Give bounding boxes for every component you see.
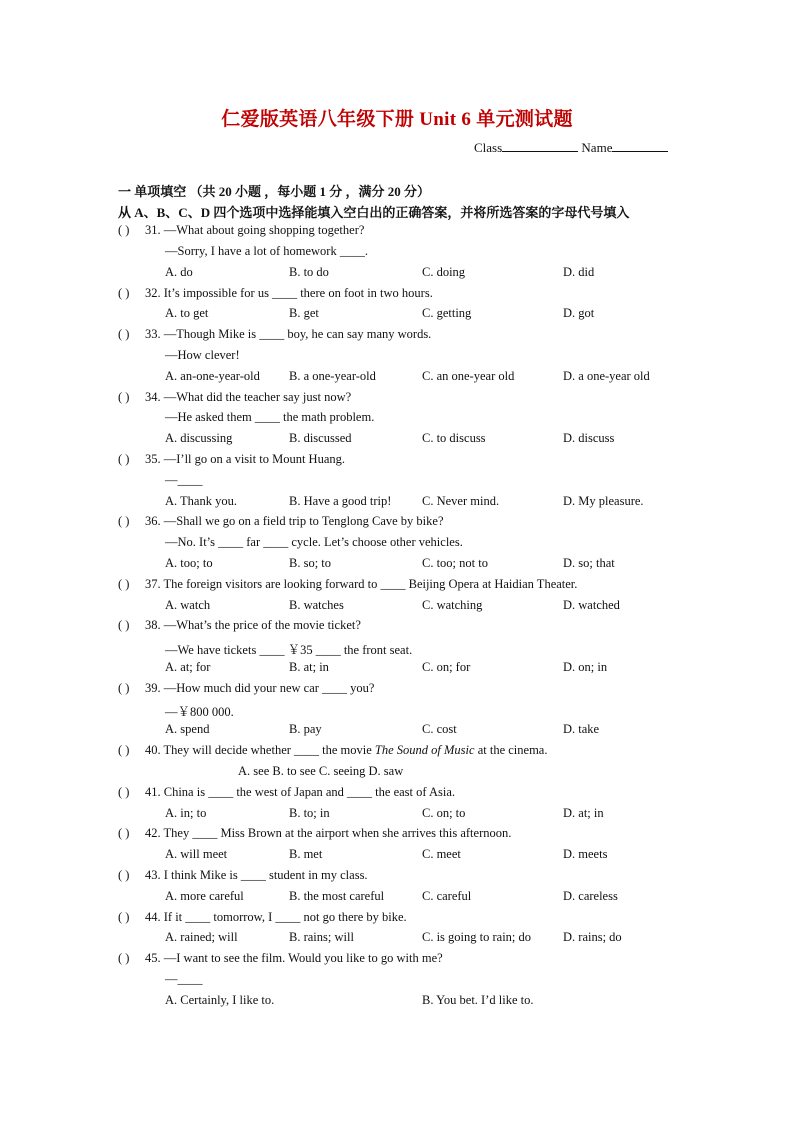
answer-paren[interactable]: ( ) [118, 618, 130, 632]
question-39 [0, 681, 794, 702]
question-stem: 36. —Shall we go on a field trip to Tenglong Cave by bike? [145, 514, 444, 528]
option-b: B. You bet. I’d like to. [422, 993, 534, 1007]
option-b: B. so; to [289, 556, 332, 570]
page-title: 仁爱版英语八年级下册 Unit 6 单元测试题 [221, 109, 573, 130]
option-c: C. cost [422, 722, 457, 736]
question-42-options [0, 847, 794, 868]
option-c: C. careful [422, 889, 472, 903]
question-40-options [0, 764, 794, 785]
option-b: B. rains; will [289, 930, 354, 944]
question-39-options [0, 722, 794, 743]
question-stem: 45. —I want to see the film. Would you like to go with me? [145, 951, 443, 965]
question-sub: —How clever! [165, 348, 240, 362]
option-d: D. discuss [563, 431, 615, 445]
question-sub: —No. It’s ____ far ____ cycle. Let’s choose other vehicles. [165, 535, 463, 549]
answer-paren[interactable]: ( ) [118, 868, 130, 882]
option-c: C. on; for [422, 660, 471, 674]
question-32 [0, 286, 794, 307]
question-stem: 42. They ____ Miss Brown at the airport when she arrives this afternoon. [145, 826, 512, 840]
question-sub: —He asked them ____ the math problem. [165, 410, 375, 424]
question-38 [0, 618, 794, 639]
question-37 [0, 577, 794, 598]
answer-paren[interactable]: ( ) [118, 743, 130, 757]
answer-paren[interactable]: ( ) [118, 514, 130, 528]
option-c: C. watching [422, 598, 483, 612]
answer-paren[interactable]: ( ) [118, 390, 130, 404]
answer-paren[interactable]: ( ) [118, 910, 130, 924]
question-sub: —____ [165, 972, 203, 986]
class-blank[interactable] [502, 141, 578, 152]
option-d: D. My pleasure. [563, 494, 644, 508]
question-41-options [0, 806, 794, 827]
option-c: C. to discuss [422, 431, 486, 445]
option-a: A. do [165, 265, 193, 279]
answer-paren[interactable]: ( ) [118, 452, 130, 466]
option-d: D. watched [563, 598, 620, 612]
question-44 [0, 910, 794, 931]
question-44-options [0, 930, 794, 951]
question-36-options [0, 556, 794, 577]
option-b: B. a one-year-old [289, 369, 376, 383]
question-35-sub [0, 473, 794, 494]
class-label: Class [474, 140, 503, 155]
question-34-options [0, 431, 794, 452]
option-b: B. at; in [289, 660, 329, 674]
question-41 [0, 785, 794, 806]
section-instruction: 从 A、B、C、D 四个选项中选择能填入空白出的正确答案，并将所选答案的字母代号填入 [118, 205, 630, 220]
option-b: B. Have a good trip! [289, 494, 392, 508]
option-b: B. to; in [289, 806, 330, 820]
option-b: B. pay [289, 722, 322, 736]
option-d: D. got [563, 306, 595, 320]
answer-paren[interactable]: ( ) [118, 286, 130, 300]
answer-paren[interactable]: ( ) [118, 223, 130, 237]
question-35 [0, 452, 794, 473]
option-a: A. at; for [165, 660, 211, 674]
option-a: A. watch [165, 598, 211, 612]
question-43-options [0, 889, 794, 910]
option-c: C. is going to rain; do [422, 930, 532, 944]
option-d: D. rains; do [563, 930, 622, 944]
question-stem: 35. —I’ll go on a visit to Mount Huang. [145, 452, 345, 466]
question-sub: —____ [165, 473, 203, 487]
option-b: B. discussed [289, 431, 352, 445]
option-a: A. Thank you. [165, 494, 237, 508]
question-31-sub [0, 244, 794, 265]
question-45-options [0, 993, 794, 1014]
question-35-options [0, 494, 794, 515]
option-b: B. the most careful [289, 889, 385, 903]
question-40 [0, 743, 794, 764]
answer-paren[interactable]: ( ) [118, 327, 130, 341]
question-stem: 43. I think Mike is ____ student in my class. [145, 868, 368, 882]
question-33-sub [0, 348, 794, 369]
option-d: D. meets [563, 847, 608, 861]
question-34 [0, 390, 794, 411]
question-stem: 31. —What about going shopping together? [145, 223, 365, 237]
answer-paren[interactable]: ( ) [118, 785, 130, 799]
question-36 [0, 514, 794, 535]
question-45 [0, 951, 794, 972]
option-a: A. Certainly, I like to. [165, 993, 275, 1007]
option-c: C. too; not to [422, 556, 488, 570]
question-sub: —Sorry, I have a lot of homework ____. [165, 244, 368, 258]
option-c: C. an one-year old [422, 369, 515, 383]
question-stem: 39. —How much did your new car ____ you? [145, 681, 375, 695]
option-d: D. take [563, 722, 600, 736]
option-a: A. discussing [165, 431, 233, 445]
answer-paren[interactable]: ( ) [118, 826, 130, 840]
option-c: C. Never mind. [422, 494, 500, 508]
class-name-line [474, 140, 668, 156]
option-c: C. doing [422, 265, 466, 279]
option-b: B. get [289, 306, 319, 320]
section-title: 一 单项填空 （共 20 小题 ，每小题 1 分 ，满分 20 分） [118, 184, 431, 199]
name-blank[interactable] [612, 141, 668, 152]
option-d: D. at; in [563, 806, 604, 820]
question-33-options [0, 369, 794, 390]
answer-paren[interactable]: ( ) [118, 951, 130, 965]
question-38-sub [0, 640, 794, 661]
film-title: The Sound of Music [374, 743, 475, 757]
option-d: D. on; in [563, 660, 608, 674]
option-b: B. watches [289, 598, 344, 612]
question-43 [0, 868, 794, 889]
option-a: A. rained; will [165, 930, 238, 944]
question-sub: —￥800 000. [165, 705, 234, 719]
question-39-sub [0, 702, 794, 723]
question-stem: 32. It’s impossible for us ____ there on foot in two hours. [145, 286, 433, 300]
option-b: B. to do [289, 265, 329, 279]
answer-paren[interactable]: ( ) [118, 577, 130, 591]
question-stem: 33. —Though Mike is ____ boy, he can say many words. [145, 327, 432, 341]
option-a: A. in; to [165, 806, 207, 820]
inline-options: A. see B. to see C. seeing D. saw [238, 764, 404, 778]
option-c: C. meet [422, 847, 461, 861]
option-c: C. getting [422, 306, 472, 320]
option-a: A. to get [165, 306, 209, 320]
question-42 [0, 826, 794, 847]
option-a: A. too; to [165, 556, 213, 570]
option-a: A. spend [165, 722, 210, 736]
question-37-options [0, 598, 794, 619]
question-34-sub [0, 410, 794, 431]
question-stem: 38. —What’s the price of the movie ticket? [145, 618, 361, 632]
option-b: B. met [289, 847, 323, 861]
option-d: D. a one-year old [563, 369, 650, 383]
option-d: D. did [563, 265, 595, 279]
question-stem: 34. —What did the teacher say just now? [145, 390, 352, 404]
question-32-options [0, 306, 794, 327]
answer-paren[interactable]: ( ) [118, 681, 130, 695]
question-31-options [0, 265, 794, 286]
question-33 [0, 327, 794, 348]
question-45-sub [0, 972, 794, 993]
name-label: Name [581, 140, 613, 155]
option-a: A. will meet [165, 847, 228, 861]
question-stem: 44. If it ____ tomorrow, I ____ not go there by bike. [145, 910, 407, 924]
option-a: A. more careful [165, 889, 244, 903]
question-stem: 40. They will decide whether ____ the movie The Sound of Music at the cinema. [145, 743, 548, 757]
question-36-sub [0, 535, 794, 556]
question-stem: 41. China is ____ the west of Japan and ____ the east of Asia. [145, 785, 456, 799]
question-stem: 37. The foreign visitors are looking forward to ____ Beijing Opera at Haidian Theater. [145, 577, 578, 591]
question-31 [0, 223, 794, 244]
question-38-options [0, 660, 794, 681]
question-sub: —We have tickets ____ ￥35 ____ the front seat. [165, 643, 413, 657]
option-c: C. on; to [422, 806, 466, 820]
option-d: D. so; that [563, 556, 615, 570]
option-a: A. an-one-year-old [165, 369, 260, 383]
option-d: D. careless [563, 889, 618, 903]
